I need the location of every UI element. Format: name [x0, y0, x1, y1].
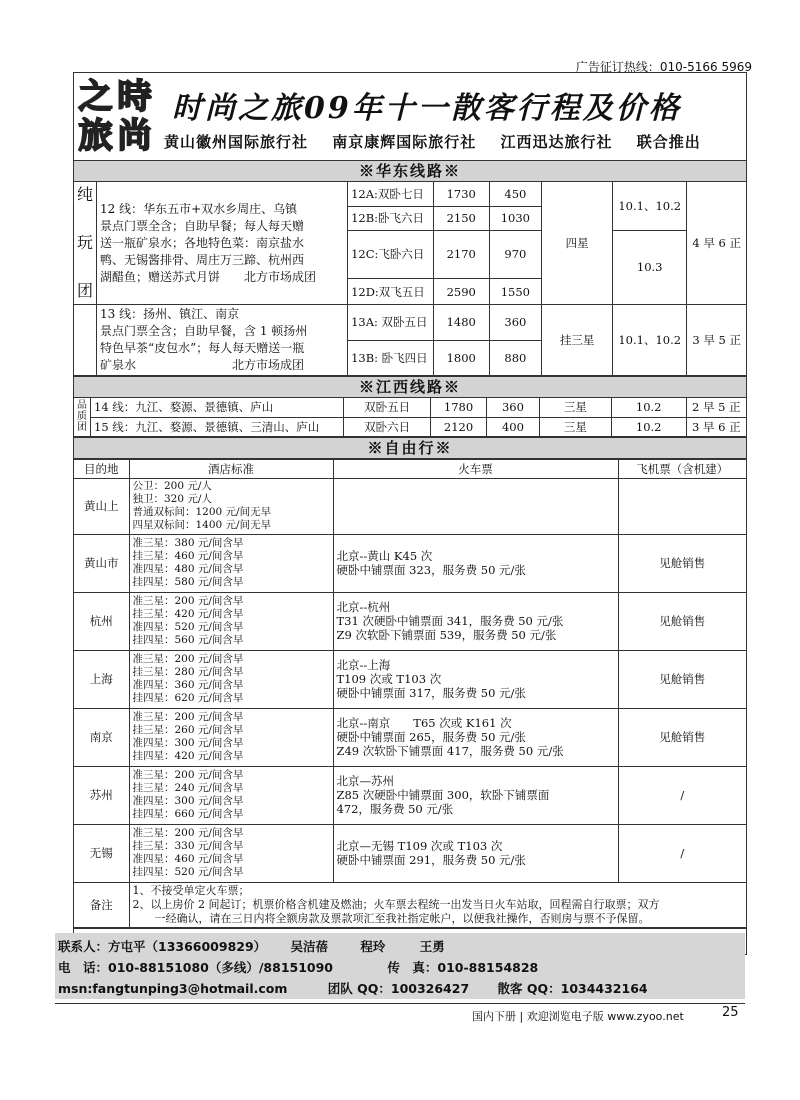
destination: 黄山市 — [74, 534, 129, 592]
price-child: 400 — [487, 417, 540, 436]
route-code: 13A: 双卧五日 — [348, 305, 434, 341]
air-tickets: 见舱销售 — [618, 708, 746, 766]
air-tickets — [618, 478, 746, 534]
route-code: 12B:卧飞六日 — [348, 206, 434, 230]
hotel-star: 三星 — [539, 417, 611, 436]
price-adult: 1730 — [433, 182, 489, 206]
footer-text: 国内下册 | 欢迎浏览电子版 www.zyoo.net — [472, 1010, 684, 1023]
price-adult: 2150 — [433, 206, 489, 230]
destination: 黄山上 — [74, 478, 129, 534]
route-desc: 15 线：九江、婺源、景德镇、三清山、庐山 — [91, 417, 344, 436]
hotel-prices: 准三星：200 元/间含早 挂三星：420 元/间含早 准四星：520 元/间含早 挂四星：560 元/间含早 — [129, 592, 333, 650]
col-header: 酒店标准 — [129, 459, 333, 478]
air-tickets: / — [618, 824, 746, 882]
jx-table — [74, 398, 746, 437]
section-free-heading: ※自由行※ — [74, 437, 746, 459]
price-adult: 2170 — [433, 230, 489, 279]
section-east-heading: ※华东线路※ — [74, 161, 746, 182]
route-code: 双卧五日 — [344, 398, 431, 417]
train-tickets: 北京—无锡 T109 次或 T103 次 硬卧中铺票面 291，服务费 50 元/张 — [333, 824, 618, 882]
hotel-prices: 准三星：200 元/间含早 挂三星：260 元/间含早 准四星：300 元/间含早 挂四星：420 元/间含早 — [129, 708, 333, 766]
price-child: 450 — [489, 182, 542, 206]
table-row — [74, 824, 746, 882]
hotel-prices: 准三星：200 元/间含早 挂三星：240 元/间含早 准四星：300 元/间含早 挂四星：660 元/间含早 — [129, 766, 333, 824]
route-code: 12A:双卧七日 — [348, 182, 434, 206]
table-row — [74, 650, 746, 708]
hotel-prices: 公卫：200 元/人 独卫：320 元/人 普通双标间：1200 元/间无早 四星双标间：1400 元/间无早 — [129, 478, 333, 534]
ad-hotline: 广告征订热线：010-5166 5969 — [575, 60, 752, 74]
train-tickets: 北京--南京 T65 次或 K161 次 硬卧中铺票面 265，服务费 50 元/张 Z49 次软卧下铺票面 417，服务费 50 元/张 — [333, 708, 618, 766]
air-tickets: 见舱销售 — [618, 650, 746, 708]
hotel-star: 三星 — [539, 398, 611, 417]
section-jx-heading: ※江西线路※ — [74, 376, 746, 398]
air-tickets: 见舱销售 — [618, 534, 746, 592]
east-table — [74, 182, 746, 376]
route-code: 双卧六日 — [344, 417, 431, 436]
meals: 3 早 6 正 — [686, 417, 746, 436]
price-adult: 1780 — [431, 398, 487, 417]
route-13-desc: 13 线：扬州、镇江、南京 景点门票全含；自助早餐，含 1 顿扬州 特色早茶“皮包水”；每人每天赠送一瓶 矿泉水 北方市场成团 — [97, 305, 348, 376]
table-row — [74, 708, 746, 766]
train-tickets: 北京--黄山 K45 次 硬卧中铺票面 323，服务费 50 元/张 — [333, 534, 618, 592]
page-title: 时尚之旅09年十一散客行程及价格 — [172, 91, 682, 126]
table-row — [74, 478, 746, 534]
header — [73, 72, 747, 161]
air-tickets: 见舱销售 — [618, 592, 746, 650]
route-code: 13B: 卧飞四日 — [348, 340, 434, 376]
notes: 1、不接受单定火车票； 2、以上房价 2 间起订；机票价格含机建及燃油；火车票去程统一出发当日火车站取，回程需自行取票；双方 一经确认，请在三日内将全额房款及票款项汇至我社指定帐户，以便我社操作，否则房与票不予保留。 — [129, 883, 746, 928]
col-header: 火车票 — [333, 459, 618, 478]
group-type-label: 品 质 团 — [74, 398, 91, 436]
price-child: 880 — [489, 340, 542, 376]
table-row — [74, 766, 746, 824]
table-row — [74, 592, 746, 650]
contact-panel: 联系人：方屯平（13366009829） 吴洁蓓 程玲 王勇 电 话：010-88151080（多线）/88151090 传 真：010-88154828 msn:fangtunping3@hotmail.com 团队 QQ：100326427 散客 QQ：1034432164 — [55, 933, 745, 999]
price-child: 1030 — [489, 206, 542, 230]
train-tickets: 北京--杭州 T31 次硬卧中铺票面 341，服务费 50 元/张 Z9 次软卧下铺票面 539，服务费 50 元/张 — [333, 592, 618, 650]
notes-table — [74, 883, 746, 928]
price-adult: 2590 — [433, 279, 489, 305]
footer-divider — [55, 1003, 745, 1004]
destination: 杭州 — [74, 592, 129, 650]
meals: 4 早 6 正 — [687, 182, 746, 305]
col-header: 飞机票（含机建） — [618, 459, 746, 478]
price-adult: 1800 — [433, 340, 489, 376]
hotel-prices: 准三星：200 元/间含早 挂三星：330 元/间含早 准四星：460 元/间含早 挂四星：520 元/间含早 — [129, 824, 333, 882]
price-child: 1550 — [489, 279, 542, 305]
air-tickets: / — [618, 766, 746, 824]
destination: 上海 — [74, 650, 129, 708]
page-number: 25 — [722, 1005, 739, 1020]
agencies: 黄山徽州国际旅行社 南京康辉国际旅行社 江西迅达旅行社 联合推出 — [164, 133, 701, 151]
depart-date: 10.1、10.2 — [613, 182, 687, 230]
destination: 苏州 — [74, 766, 129, 824]
hotel-prices: 准三星：380 元/间含早 挂三星：460 元/间含早 准四星：480 元/间含早 挂四星：580 元/间含早 — [129, 534, 333, 592]
route-code: 12D:双飞五日 — [348, 279, 434, 305]
route-desc: 14 线：九江、婺源、景德镇、庐山 — [91, 398, 344, 417]
train-tickets — [333, 478, 618, 534]
train-tickets: 北京—苏州 Z85 次硬卧中铺票面 300，软卧下铺票面 472，服务费 50 元/张 — [333, 766, 618, 824]
price-adult: 2120 — [431, 417, 487, 436]
train-tickets: 北京--上海 T109 次或 T103 次 硬卧中铺票面 317，服务费 50 元/张 — [333, 650, 618, 708]
meals: 3 早 5 正 — [687, 305, 746, 376]
price-child: 360 — [487, 398, 540, 417]
depart-date: 10.2 — [611, 417, 686, 436]
hotel-star: 四星 — [542, 182, 613, 305]
itinerary-table — [73, 160, 747, 955]
logo: 之 時 旅 尚 — [78, 76, 152, 156]
destination: 南京 — [74, 708, 129, 766]
note-label: 备注 — [74, 883, 129, 928]
price-child: 360 — [489, 305, 542, 341]
price-adult: 1480 — [433, 305, 489, 341]
free-table — [74, 459, 746, 883]
destination: 无锡 — [74, 824, 129, 882]
meals: 2 早 5 正 — [686, 398, 746, 417]
route-12-desc: 12 线：华东五市+双水乡周庄、乌镇 景点门票全含；自助早餐；每人每天赠 送一瓶矿泉水；各地特色菜：南京盐水 鸭、无锡酱排骨、周庄万三蹄、杭州西 湖醋鱼；赠送苏式月饼 北方市场成团 — [97, 182, 348, 305]
group-type-label: 纯 玩 团 — [74, 182, 97, 305]
depart-date: 10.2 — [611, 398, 686, 417]
route-code: 12C:飞卧六日 — [348, 230, 434, 279]
hotel-prices: 准三星：200 元/间含早 挂三星：280 元/间含早 准四星：360 元/间含早 挂四星：620 元/间含早 — [129, 650, 333, 708]
depart-date: 10.3 — [613, 230, 687, 305]
depart-date: 10.1、10.2 — [613, 305, 687, 376]
col-header: 目的地 — [74, 459, 129, 478]
price-child: 970 — [489, 230, 542, 279]
hotel-star: 挂三星 — [542, 305, 613, 376]
table-row — [74, 534, 746, 592]
